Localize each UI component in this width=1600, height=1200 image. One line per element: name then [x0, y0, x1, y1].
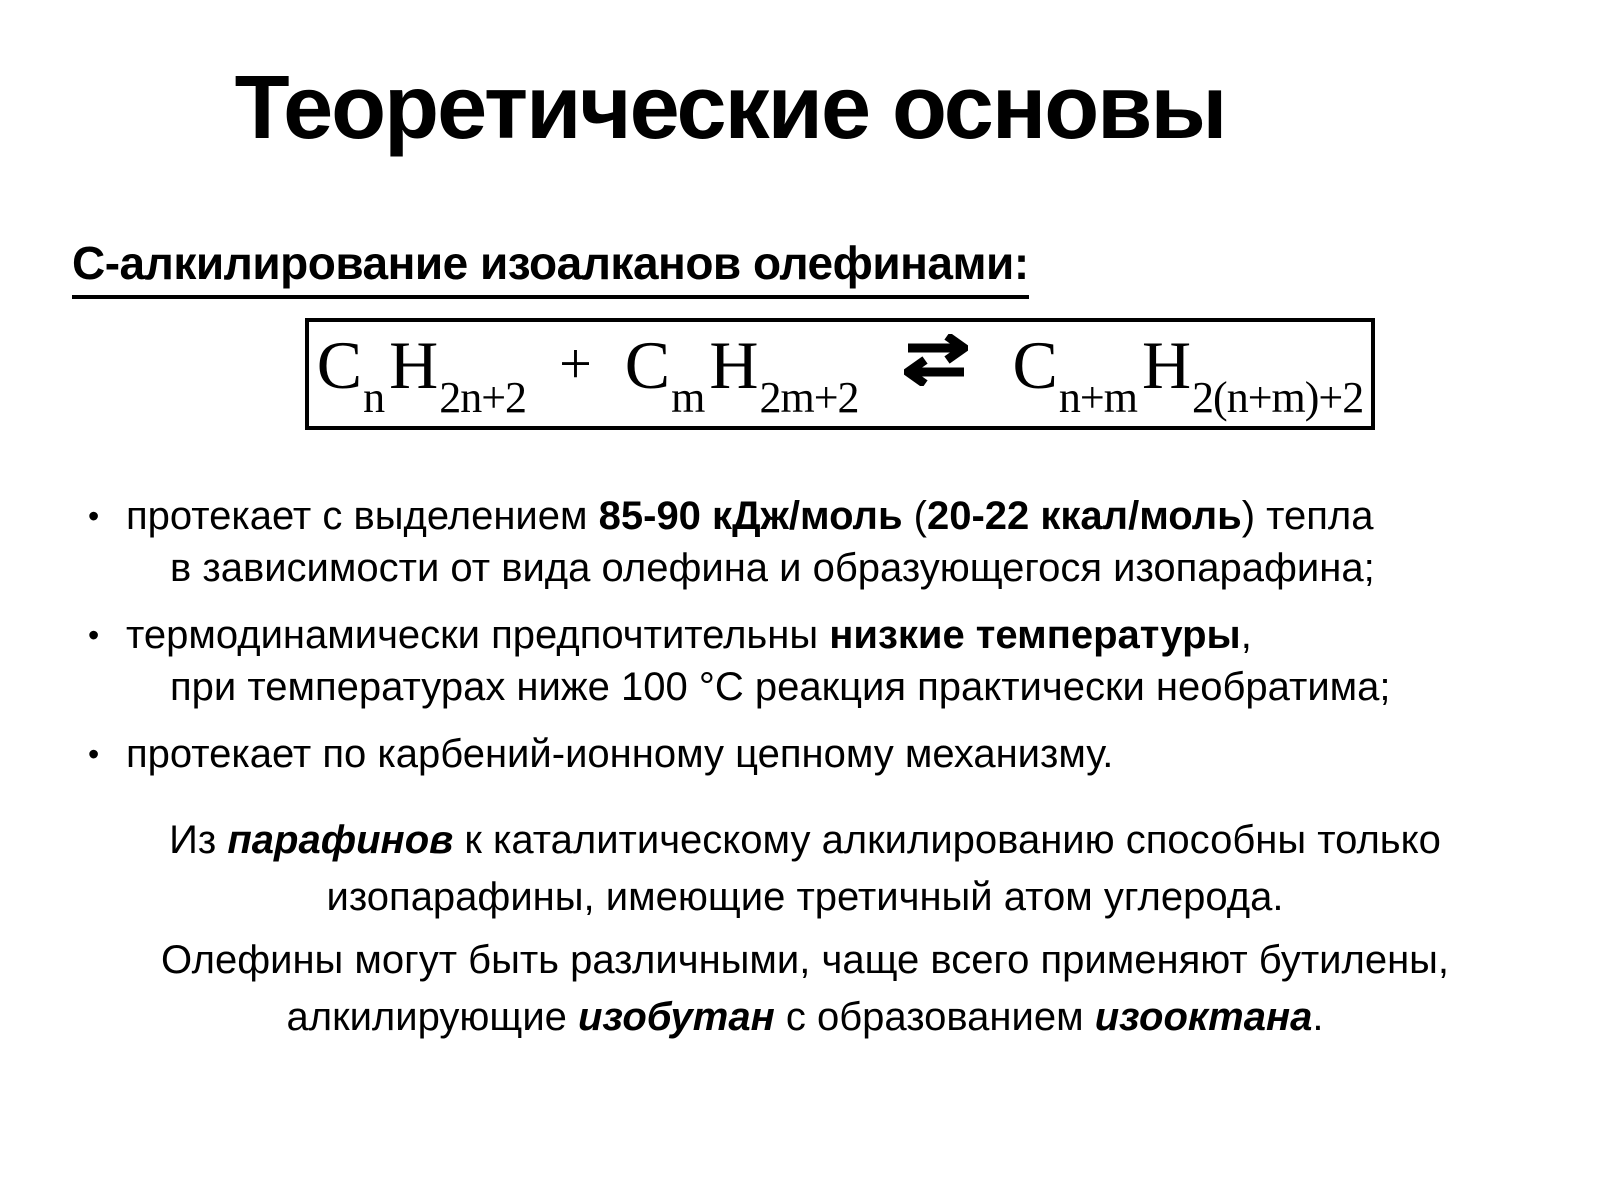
- formula-reactant-2: [624, 326, 859, 422]
- subscript: 2n+2: [439, 372, 527, 422]
- formula-product: [1012, 326, 1364, 422]
- text-run: Из: [169, 818, 228, 862]
- page-title: Теоретические основы: [234, 58, 1226, 158]
- bullet-text: [126, 490, 1538, 594]
- element-symbol: H: [1141, 326, 1192, 403]
- bullet-item: [88, 609, 1538, 713]
- chemical-equation: [316, 326, 1364, 422]
- text-run: алкилирующие: [286, 995, 579, 1039]
- bullet-marker-icon: •: [88, 736, 100, 772]
- text-run: низкие температуры: [829, 613, 1241, 657]
- subscript: 2m+2: [759, 372, 859, 422]
- text-run: 85-90 кДж/моль: [598, 494, 903, 538]
- text-run: парафинов: [227, 818, 454, 862]
- paragraph: [60, 812, 1550, 926]
- paragraph: [60, 932, 1550, 1046]
- text-run: в зависимости от вида олефина и образующегося изопарафина;: [170, 546, 1375, 590]
- bullet-marker-icon: •: [88, 498, 100, 534]
- plus-operator: +: [559, 330, 592, 396]
- text-run: Олефины могут быть различными, чаще всего применяют бутилены,: [160, 938, 1450, 982]
- bullet-item: [88, 728, 1538, 780]
- text-run: ) тепла: [1241, 494, 1374, 538]
- text-line: [60, 932, 1550, 989]
- text-line: [126, 728, 1538, 780]
- text-run: при температурах ниже 100 °С реакция практически необратима;: [170, 665, 1391, 709]
- bullet-text: [126, 609, 1538, 713]
- formula-reactant-1: [316, 326, 527, 422]
- subscript: 2(n+m)+2: [1192, 372, 1364, 422]
- bullet-text: [126, 728, 1538, 780]
- text-run: изобутан: [578, 995, 775, 1039]
- text-run: (: [902, 494, 927, 538]
- text-line: [60, 812, 1550, 869]
- bullet-item: [88, 490, 1538, 594]
- text-run: к каталитическому алкилированию способны только: [453, 818, 1441, 862]
- text-run: 20-22 ккал/моль: [926, 494, 1242, 538]
- text-run: ,: [1240, 613, 1252, 657]
- element-symbol: H: [709, 326, 759, 403]
- subscript: n+m: [1058, 372, 1137, 422]
- text-run: термодинамически предпочтительны: [126, 613, 830, 657]
- text-line: [126, 542, 1538, 594]
- formula-box: [305, 318, 1375, 430]
- text-line: [60, 989, 1550, 1046]
- text-run: .: [1312, 995, 1324, 1039]
- element-symbol: H: [389, 326, 439, 403]
- subscript: n: [363, 372, 385, 422]
- paragraph-block: [60, 812, 1550, 1052]
- text-run: изооктана: [1094, 995, 1313, 1039]
- text-line: [126, 490, 1538, 542]
- text-run: изопарафины, имеющие третичный атом углерода.: [326, 875, 1284, 919]
- section-heading: [72, 236, 1029, 299]
- text-line: [126, 609, 1538, 661]
- element-symbol: C: [1012, 326, 1058, 403]
- equilibrium-arrow-icon: [904, 329, 968, 397]
- element-symbol: C: [316, 326, 363, 403]
- text-line: [126, 661, 1538, 713]
- bullet-marker-icon: •: [88, 617, 100, 653]
- section-heading-text: С-алкилирование изоалканов олефинами:: [72, 236, 1029, 299]
- element-symbol: C: [624, 326, 671, 403]
- text-run: протекает с выделением: [126, 494, 599, 538]
- bullet-list: [88, 490, 1538, 795]
- text-line: [60, 869, 1550, 926]
- subscript: m: [671, 372, 705, 422]
- text-run: протекает по карбений-ионному цепному механизму.: [126, 732, 1114, 776]
- text-run: с образованием: [774, 995, 1095, 1039]
